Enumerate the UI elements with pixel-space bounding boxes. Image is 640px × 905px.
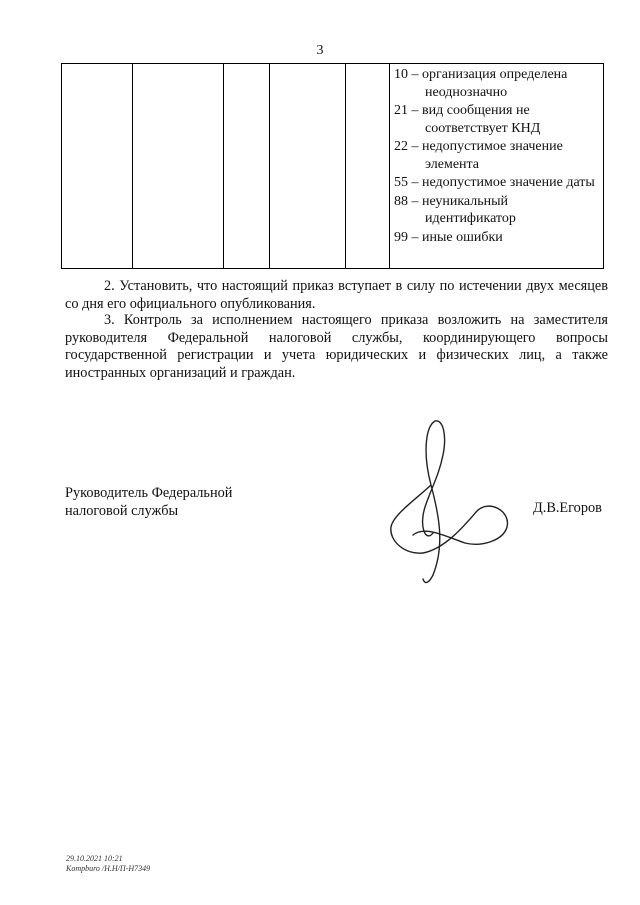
code-item: 55 – недопустимое значение даты xyxy=(394,175,595,190)
signatory-title: Руководитель Федеральной налоговой службы xyxy=(65,485,233,519)
signatory-name: Д.В.Егоров xyxy=(533,500,602,516)
paragraph-effective-date: 2. Установить, что настоящий приказ вступает в силу по истечении двух месяцев со дня его официального опубликования. xyxy=(65,278,608,312)
table-row xyxy=(62,64,604,269)
table-cell xyxy=(224,64,270,269)
table-cell xyxy=(346,64,390,269)
error-codes-cell xyxy=(390,64,604,269)
table-cell xyxy=(62,64,133,269)
code-item: 88 – неуникальный идентификатор xyxy=(394,193,516,226)
registration-stamp: 29.10.2021 10:21 Kompburo /Н.Н/П-Н7349 xyxy=(66,854,151,873)
table-cell xyxy=(133,64,224,269)
codes-table xyxy=(61,63,604,269)
paragraph-control: 3. Контроль за исполнением настоящего приказа возложить на заместителя руководителя Федеральной налоговой службы, координирующего вопросы государственной регистрации и учета юридических и физических лиц, а также иностранных организаций и граждан. xyxy=(65,312,608,381)
code-item: 99 – иные ошибки xyxy=(394,229,503,245)
handwritten-signature xyxy=(385,415,515,590)
code-item: 21 – вид сообщения не соответствует КНД xyxy=(394,103,541,136)
code-item: 10 – организация определена неоднозначно xyxy=(394,67,568,100)
code-item: 22 – недопустимое значение элемента xyxy=(394,139,563,172)
page-number: 3 xyxy=(316,43,324,58)
table-cell xyxy=(270,64,346,269)
